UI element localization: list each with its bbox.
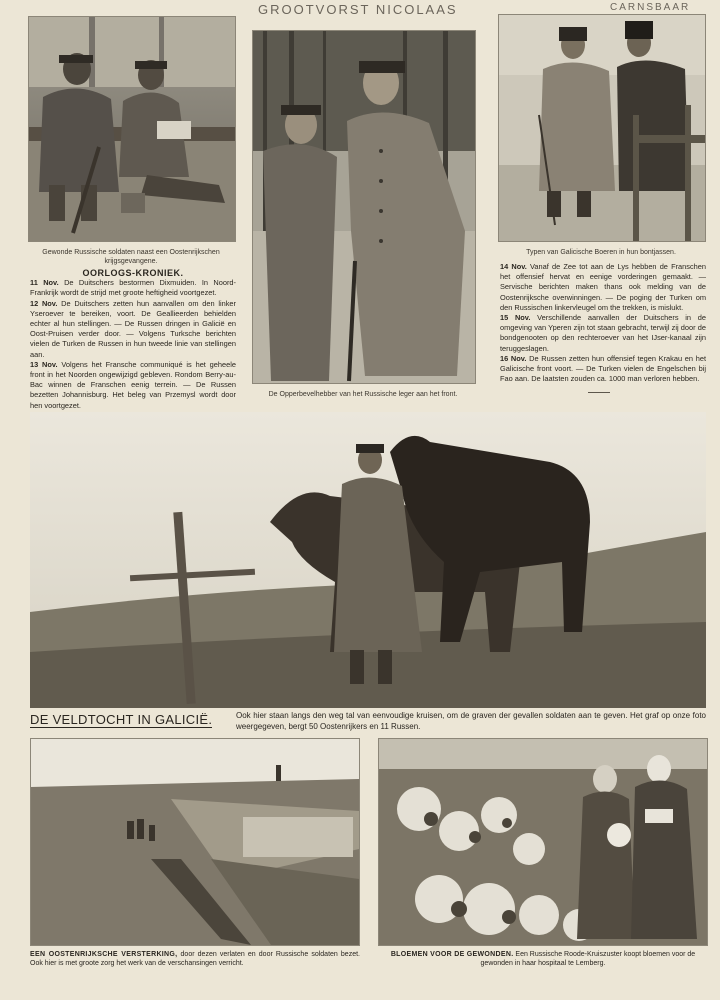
photo-austrian-fortification xyxy=(30,738,360,946)
caption-text: Een Russische Roode-Kruiszuster koopt bloemen voor de gewonden in haar hospitaal te Lemberg. xyxy=(480,951,696,967)
kroniek-left-column xyxy=(30,268,236,411)
caption-wounded-soldiers: Gewonde Russische soldaten naast een Oostenrijkschen krijgsgevangene. xyxy=(42,249,220,265)
feature-caption: Ook hier staan langs den weg tal van eenvoudige kruisen, om de graven der gevallen soldaten aan te geven. Het graf op onze foto weergegeven, bergt 50 Oostenrijkers en 11 Russen. xyxy=(236,711,706,731)
feature-title: DE VELDTOCHT IN GALICIË. xyxy=(30,712,213,727)
header-fragment-right: CARNSBAAR xyxy=(610,2,691,13)
entry-text: De Duitschers bestormen Dixmuiden. In Noord-Frankrijk wordt de strijd met groote heftigheid voortgezet. xyxy=(30,278,236,298)
kroniek-title: OORLOGS-KRONIEK. xyxy=(82,268,184,278)
photo-soldier-horses xyxy=(30,412,706,708)
caption-commander: De Opperbevelhebber van het Russische leger aan het front. xyxy=(268,391,458,398)
entry-date: 16 Nov. xyxy=(500,353,527,363)
kroniek-entry xyxy=(30,299,236,360)
kroniek-entry xyxy=(500,354,706,385)
photo-flowers-for-wounded xyxy=(378,738,708,946)
caption-galician-boers: Typen van Galicische Boeren in hun bontjassen. xyxy=(526,249,676,256)
header-fragment-center: GROOTVORST NICOLAAS xyxy=(258,2,458,17)
kroniek-right-column xyxy=(500,262,706,384)
entry-date: 11 Nov. xyxy=(30,278,59,288)
caption-text: door dezen verlaten en door Russische soldaten bezet. Ook hier is met groote zorg het werk van de verschansingen verricht. xyxy=(30,951,360,967)
caption-head: EEN OOSTENRIJKSCHE VERSTERKING, xyxy=(30,951,178,958)
end-rule xyxy=(588,392,610,393)
entry-text: De Russen zetten hun offensief tegen Krakau en het Galicische front voort. — De Turken vielen de Engelschen bij Fao aan. De laatsten zouden ca. 1000 man verloren hebben. xyxy=(500,353,706,384)
entry-date: 13 Nov. xyxy=(30,359,58,369)
photo-wounded-soldiers xyxy=(28,16,236,242)
entry-text: De Duitschers zetten hun aanvallen om den linker Yseroever te bereiken, voort. De Geallieerden behielden echter al hun stellingen. — De Russen dringen in Galicië en Oost-Pruisen verder door. — Volgens Turksche berichten vielen de Turken de Russen in hun tweede linie van stellingen aan. xyxy=(30,298,236,359)
entry-date: 14 Nov. xyxy=(500,262,527,271)
photo-galician-boers xyxy=(498,14,706,242)
caption-flowers-for-wounded xyxy=(378,950,708,968)
kroniek-entry xyxy=(500,313,706,354)
entry-date: 15 Nov. xyxy=(500,313,531,323)
photo-commander xyxy=(252,30,476,384)
caption-austrian-fortification xyxy=(30,950,360,968)
entry-text: Volgens het Fransche communiqué is het geheele front in het Noorden ongewijzigd gebleven. Rondom Berry-au-Bac winnen de Franschen eenig terrein. — De Russen bezetten Johannisburg. Het beleg van Przemysl wordt door hen voortgezet. xyxy=(30,359,236,410)
kroniek-entry xyxy=(30,360,236,411)
kroniek-entry xyxy=(30,278,236,298)
entry-text: Verschillende aanvallen der Duitschers in de omgeving van Yperen zijn tot staan gebracht, terwijl zij door de bondgenooten op den rechteroever van het IJser-kanaal zijn teruggeslagen. xyxy=(500,313,706,353)
caption-head: BLOEMEN VOOR DE GEWONDEN. xyxy=(390,951,514,958)
entry-date: 12 Nov. xyxy=(30,298,58,308)
entry-text: Vanaf de Zee tot aan de Lys hebben de Franschen het offensief hervat en eenige vorderingen gemaakt. — Servische berichten maken thans ook melding van de Oostenrijksche overwinningen. — De poging der Turken om den Russischen linkervleugel om the trekken, is mislukt. xyxy=(500,262,706,312)
kroniek-entry xyxy=(500,262,706,313)
